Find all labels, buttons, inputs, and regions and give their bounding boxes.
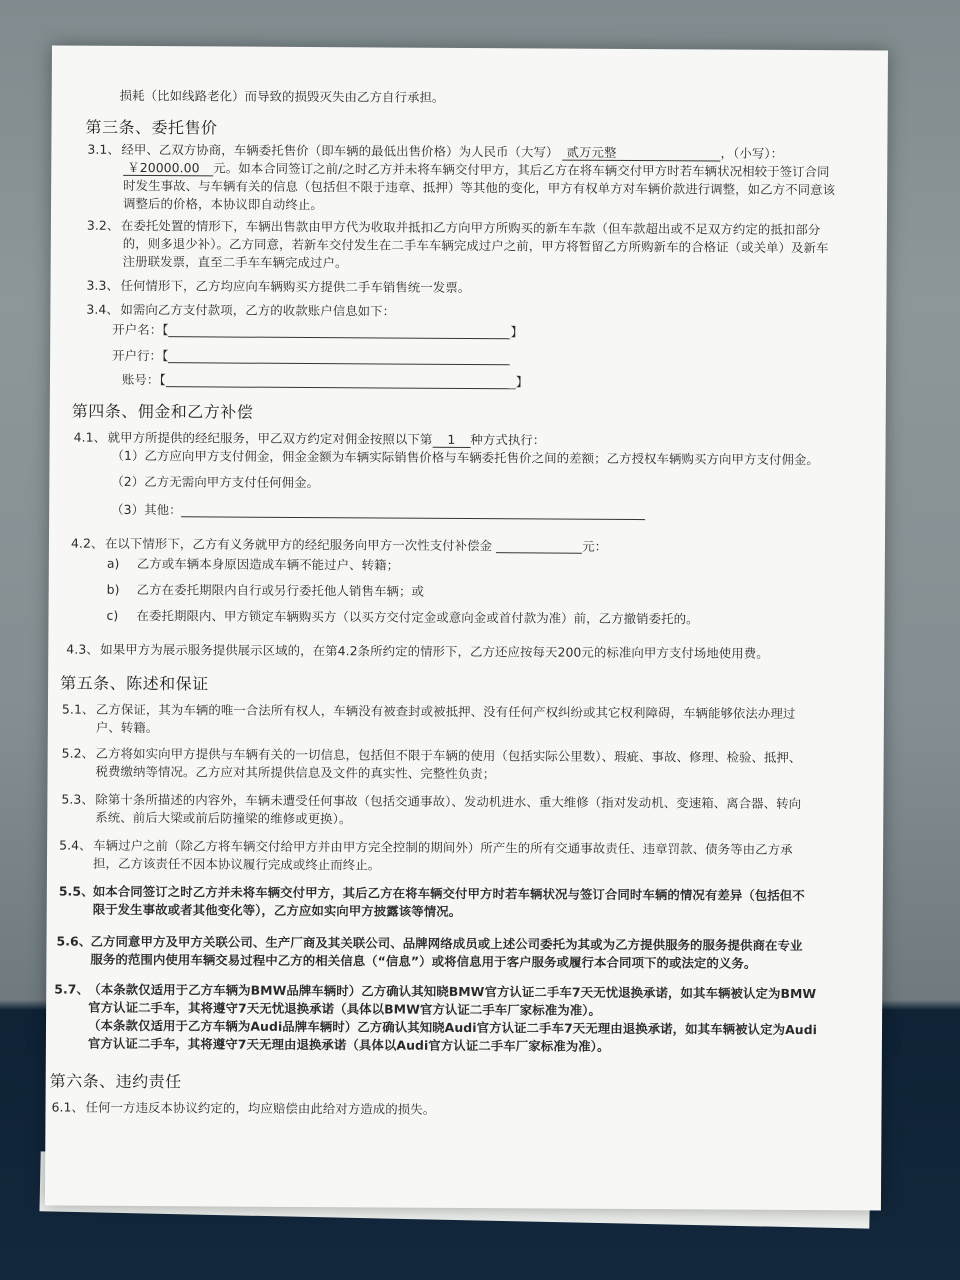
clause-text: 元。如本合同签订之前/之时乙方并未将车辆交付甲方，其后乙方在将车辆交付甲方时若车辆状况相较于签订合同 — [213, 160, 830, 180]
item-text: 乙方或车辆本身原因造成车辆不能过户、转籍； — [136, 555, 400, 573]
clause-number: 5.2、 — [61, 745, 95, 761]
clause-text-2: 种方式执行： — [470, 432, 546, 448]
bracket-close: 】 — [515, 374, 529, 390]
article-4-title: 第四条、佣金和乙方补偿 — [71, 401, 254, 422]
clause-number: 5.5、 — [58, 883, 94, 899]
clause-5-1 — [62, 702, 796, 722]
clause-3-1-line4: 调整后的价格，本协议即自动终止。 — [122, 195, 323, 213]
commission-option-field: 1 — [432, 433, 470, 448]
clause-3-1-line3: 时发生事故、与车辆有关的信息（包括但不限于违章、抵押）等其他的变化，甲方有权单方对车辆价款进行调整，如乙方不同意该 — [123, 177, 836, 198]
item-label: a) — [106, 555, 120, 571]
clause-number: 3.2、 — [86, 217, 120, 233]
item-text: 在委托期限内、甲方锁定车辆购买方（以买方交付定金或意向金或首付款为准）前，乙方撤销委托的。 — [136, 607, 699, 627]
clause-5-7-line2: 官方认证二手车，其将遵守7天无忧退换承诺（具体以BMW官方认证二手车厂家标准为准）。 — [88, 999, 602, 1018]
clause-3-3 — [86, 278, 470, 296]
clause-number: 4.3、 — [66, 641, 99, 657]
item-a — [107, 556, 399, 574]
clause-number: 5.6、 — [56, 933, 92, 949]
clause-text: 如需向乙方支付款项，乙方的收款账户信息如下： — [120, 301, 396, 319]
clause-text: 乙方同意甲方及甲方关联公司、生产厂商及其关联公司、品牌网络成员或上述公司委托为其或为乙方提供服务的服务提供商在专业 — [90, 933, 803, 954]
clause-5-1-line2: 户、转籍。 — [95, 719, 159, 736]
clause-5-4-line2: 担，乙方该责任不因本协议履行完成或终止而终止。 — [92, 855, 381, 873]
price-in-numbers-field: ￥20000.00 — [123, 161, 213, 177]
account-name-label: 开户名：【 — [112, 321, 169, 338]
clause-number: 4.1、 — [73, 429, 107, 445]
clause-5-6-line2: 服务的范围内使用车辆交易过程中乙方的相关信息（“信息”）或将信息用于客户服务或履行本合同项下的或法定的义务。 — [90, 951, 757, 971]
clause-text: 任何一方违反本协议约定的，均应赔偿由此给对方造成的损失。 — [85, 1099, 436, 1117]
compensation-amount-input[interactable] — [496, 540, 582, 554]
clause-5-3 — [61, 792, 801, 813]
clause-number: 4.2、 — [70, 535, 104, 551]
intro-line: 损耗（比如线路老化）而导致的损毁灭失由乙方自行承担。 — [119, 87, 445, 105]
clause-5-5 — [59, 884, 805, 905]
clause-number: 5.1、 — [61, 701, 95, 717]
clause-5-3-line2: 系统、前后大梁或前后防撞梁的维修或更换）。 — [95, 809, 352, 827]
clause-5-4 — [59, 838, 793, 858]
article-6-title: 第六条、违约责任 — [49, 1071, 182, 1092]
clause-number: 5.3、 — [61, 791, 94, 807]
item-b — [107, 582, 424, 600]
item-label: b) — [106, 581, 120, 597]
item-label: c) — [106, 607, 119, 623]
clause-number: 5.4、 — [59, 837, 92, 853]
account-name-input[interactable] — [168, 324, 510, 339]
account-bank-label: 开户行：【 — [112, 347, 169, 364]
clause-text: 如果甲方为展示服务提供展示区域的，在第4.2条所约定的情形下，乙方还应按每天200元的标准向甲方支付场地使用费。 — [100, 641, 769, 661]
small-label: ，（小写）： — [720, 145, 784, 161]
article-3-title: 第三条、委托售价 — [85, 117, 218, 138]
clause-text: 在委托处置的情形下，车辆出售款由甲方代为收取并抵扣乙方向甲方所购买的新车车款（但车款超出或不足双方约定的抵扣部分 — [120, 217, 821, 238]
clause-5-5-line2: 限于发生事故或者其他变化等），乙方应如实向甲方披露该等情况。 — [92, 901, 462, 919]
item-c — [106, 608, 698, 628]
clause-4-1 — [74, 430, 546, 449]
clause-text: （本条款仅适用于乙方车辆为BMW品牌车辆时）乙方确认其知晓BMW官方认证二手车7天无忧退换承诺，如其车辆被认定为BMW — [88, 981, 817, 1002]
clause-3-1 — [87, 142, 783, 162]
clause-5-7-line4: 官方认证二手车，其将遵守7天无理由退换承诺（具体以Audi官方认证二手车厂家标准为准）。 — [87, 1035, 610, 1054]
clause-4-3 — [66, 642, 769, 662]
price-in-words-field: 贰万元整 — [563, 146, 721, 162]
clause-5-2-line2: 税费缴纳等情况。乙方应对其所提供信息及文件的真实性、完整性负责； — [95, 763, 496, 782]
clause-number: 3.3、 — [86, 277, 120, 293]
clause-3-4 — [86, 302, 395, 320]
clause-text: 任何情形下，乙方均应向车辆购买方提供二手车销售统一发票。 — [120, 277, 471, 296]
account-number-input[interactable] — [166, 374, 516, 389]
clause-text: 乙方将如实向甲方提供与车辆有关的一切信息，包括但不限于车辆的使用（包括实际公里数）、瑕疵、事故、修理、检验、抵押、 — [95, 745, 802, 766]
article-5-title: 第五条、陈述和保证 — [60, 673, 209, 694]
clause-text-2: 元： — [582, 538, 608, 554]
option-1: （1）乙方应向甲方支付佣金，佣金金额为车辆实际销售价格与车辆委托售价之间的差额；乙方授权车辆购买方向甲方支付佣金。 — [111, 447, 820, 468]
clause-3-2-line3: 注册联发票，直至二手车车辆完成过户。 — [122, 253, 348, 271]
clause-5-7 — [54, 981, 816, 1002]
account-number-row — [122, 372, 528, 390]
option-3-label: （3）其他： — [111, 501, 182, 518]
clause-number: 3.1、 — [87, 141, 120, 157]
account-bank-row — [112, 348, 510, 366]
clause-text: 经甲、乙双方协商，车辆委托售价（即车辆的最低出售价格）为人民币（大写） — [121, 141, 559, 160]
account-bank-input[interactable] — [168, 350, 510, 365]
contract-page — [45, 45, 888, 1210]
account-name-row — [112, 322, 523, 341]
clause-text: 车辆过户之前（除乙方将车辆交付给甲方并由甲方完全控制的期间外）所产生的所有交通事故责任、违章罚款、债务等由乙方承 — [93, 837, 793, 857]
option-3-input[interactable] — [182, 504, 646, 520]
option-2: （2）乙方无需向甲方支付任何佣金。 — [111, 473, 320, 491]
account-number-label: 账号：【 — [121, 371, 166, 388]
item-text: 乙方在委托期限内自行或另行委托他人销售车辆；或 — [136, 581, 425, 599]
clause-text: 如本合同签订之时乙方并未将车辆交付甲方，其后乙方在将车辆交付甲方时若车辆状况与签订合同时车辆的情况有差异（包括但不 — [92, 883, 805, 904]
clause-text: 乙方保证，其为车辆的唯一合法所有权人，车辆没有被查封或被抵押、没有任何产权纠纷或其它权利障碍，车辆能够依法办理过 — [95, 701, 796, 722]
clause-number: 6.1、 — [51, 1099, 85, 1115]
clause-5-2 — [62, 746, 802, 767]
clause-6-1 — [51, 1099, 435, 1117]
clause-text: 在以下情形下，乙方有义务就甲方的经纪服务向甲方一次性支付补偿金 — [104, 535, 493, 554]
clause-3-2-line2: 的，则多退少补）。乙方同意，若新车交付发生在二手车车辆完成过户之前，甲方将暂留乙方所购新车的合格证（或关单）及新车 — [122, 235, 829, 256]
option-3 — [111, 502, 646, 521]
clause-5-6 — [56, 933, 802, 954]
clause-text: 除第十条所描述的内容外，车辆未遭受任何事故（包括交通事故）、发动机进水、重大维修（指对发动机、变速箱、离合器、转向 — [95, 791, 802, 812]
clause-3-1-line2 — [123, 160, 829, 180]
clause-number: 3.4、 — [86, 301, 119, 317]
bracket-close: 】 — [510, 324, 524, 340]
clause-number: 5.7、 — [54, 981, 90, 997]
clause-5-7-line3: （本条款仅适用于乙方车辆为Audi品牌车辆时）乙方确认其知晓Audi官方认证二手车7天无理由退换承诺，如其车辆被认定为Audi — [87, 1017, 818, 1038]
clause-4-2 — [71, 536, 607, 555]
clause-text: 就甲方所提供的经纪服务，甲乙双方约定对佣金按照以下第 — [107, 429, 433, 447]
clause-3-2 — [87, 218, 821, 238]
